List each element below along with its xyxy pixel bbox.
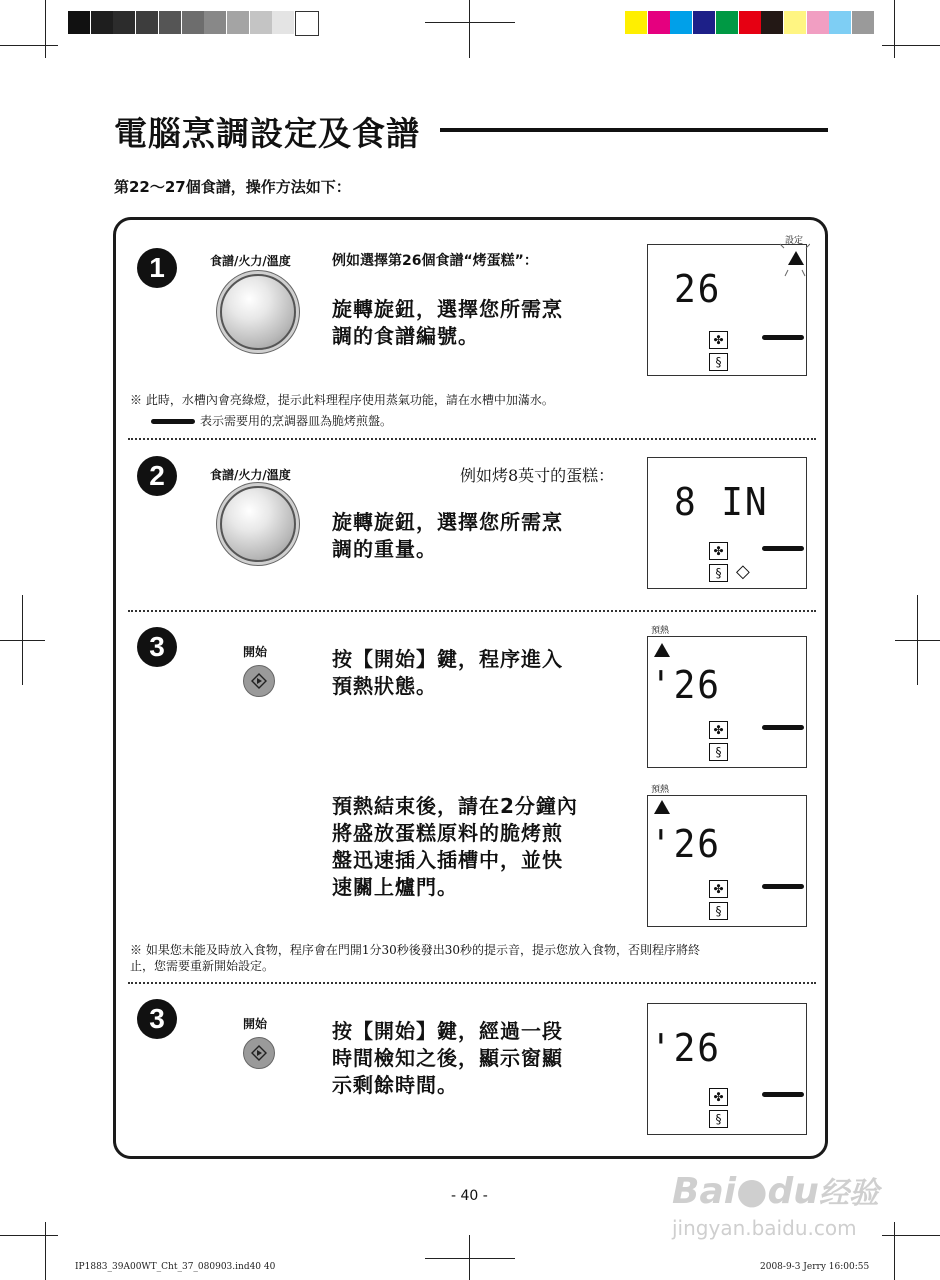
- page-number: - 40 -: [451, 1188, 488, 1204]
- crop-mark: [0, 1235, 58, 1236]
- knob-label: 食譜/火力/溫度: [210, 254, 291, 268]
- pan-icon: [762, 1092, 804, 1097]
- steam-icon: §: [709, 902, 728, 920]
- crop-mark: [894, 0, 895, 58]
- crop-mark: [45, 0, 46, 58]
- step-3-badge: 3: [137, 999, 177, 1039]
- color-swatch: [829, 11, 851, 34]
- file-info: IP1883_39A00WT_Cht_37_080903.ind40 40: [75, 1262, 276, 1272]
- divider: [128, 982, 816, 984]
- step-3b-instruction: 預熱結束後，請在2分鐘內 將盛放蛋糕原料的脆烤煎 盤迅速插入插槽中，並快 速關上爐門。: [332, 794, 578, 899]
- lcd-digits: '26: [650, 663, 721, 707]
- start-button-icon: [243, 1037, 275, 1069]
- step-3-instruction: 按【開始】鍵，程序進入 預熱狀態。: [332, 647, 563, 698]
- watermark-logo: Bai●du经验: [672, 1171, 879, 1212]
- note-steam: ※ 此時，水槽內會亮綠燈，提示此料理程序使用蒸氣功能，請在水槽中加滿水。: [130, 393, 554, 407]
- step-4-instruction: 按【開始】鍵，經過一段 時間檢知之後，顯示窗顯 示剩餘時間。: [332, 1019, 563, 1097]
- color-swatch: [693, 11, 715, 34]
- color-swatch: [739, 11, 761, 34]
- lcd-display: [647, 795, 807, 927]
- recipe-knob-icon: [220, 274, 296, 350]
- crop-mark: [895, 640, 940, 641]
- color-swatch: [68, 11, 90, 34]
- preheat-indicator-icon: [654, 643, 670, 657]
- pan-icon: [762, 884, 804, 889]
- crop-mark: [45, 1222, 46, 1280]
- crop-mark: [469, 0, 470, 58]
- color-swatch: [716, 11, 738, 34]
- fan-icon: ✤: [709, 721, 728, 739]
- start-label: 開始: [243, 645, 268, 659]
- pan-icon: [762, 546, 804, 551]
- pan-icon: [151, 419, 195, 424]
- lcd-digits: 8 IN: [674, 480, 769, 524]
- color-swatch: [227, 11, 249, 34]
- date-info: 2008-9-3 Jerry 16:00:55: [760, 1262, 870, 1272]
- color-swatch: [204, 11, 226, 34]
- paw-icon: ●: [736, 1171, 768, 1212]
- watermark-url: jingyan.baidu.com: [672, 1216, 857, 1240]
- divider: [128, 438, 816, 440]
- recipe-knob-icon: [220, 486, 296, 562]
- lcd-tag: 設定: [785, 236, 804, 246]
- start-label: 開始: [243, 1017, 268, 1031]
- lcd-digits: '26: [650, 1026, 721, 1070]
- fan-icon: ✤: [709, 880, 728, 898]
- color-swatch: [761, 11, 783, 34]
- color-swatch: [159, 11, 181, 34]
- pan-icon: [762, 725, 804, 730]
- color-swatch: [807, 11, 829, 34]
- note-timeout: ※ 如果您未能及時放入食物，程序會在門開1分30秒後發出30秒的提示音，提示您放入食物，否則程序將終 止，您需要重新開始設定。: [130, 943, 700, 973]
- lcd-display: [647, 457, 807, 589]
- color-swatch: [91, 11, 113, 34]
- crop-mark: [882, 45, 940, 46]
- lcd-tag: 預熱: [651, 785, 670, 795]
- fan-icon: ✤: [709, 542, 728, 560]
- color-swatch: [784, 11, 806, 34]
- title-rule: [440, 128, 828, 132]
- pan-icon: [762, 335, 804, 340]
- crop-mark: [894, 1222, 895, 1280]
- blink-rays-icon: [780, 238, 810, 278]
- lcd-display: [647, 1003, 807, 1135]
- lcd-tag: 預熱: [651, 626, 670, 636]
- step-1-example: 例如選擇第26個食譜“烤蛋糕”：: [332, 253, 538, 269]
- color-swatch: [625, 11, 647, 34]
- color-swatch: [852, 11, 874, 34]
- steam-icon: §: [709, 564, 728, 582]
- note-pan: 表示需要用的烹調器皿為脆烤煎盤。: [200, 414, 393, 428]
- steam-icon: §: [709, 1110, 728, 1128]
- color-swatch: [295, 11, 319, 36]
- step-2-badge: 2: [137, 456, 177, 496]
- color-swatch: [648, 11, 670, 34]
- step-1-instruction: 旋轉旋鈕，選擇您所需烹 調的食譜編號。: [332, 297, 563, 348]
- page-subtitle: 第22～27個食譜，操作方法如下：: [114, 178, 351, 196]
- page-title: 電腦烹調設定及食譜: [114, 114, 420, 153]
- lcd-digits: '26: [650, 822, 721, 866]
- crop-mark: [882, 1235, 940, 1236]
- crop-mark: [425, 1258, 515, 1259]
- color-swatch: [113, 11, 135, 34]
- start-indicator-icon: ◇: [736, 561, 750, 582]
- step-3-badge: 3: [137, 627, 177, 667]
- lcd-display: [647, 636, 807, 768]
- steam-icon: §: [709, 743, 728, 761]
- color-swatch: [182, 11, 204, 34]
- fan-icon: ✤: [709, 331, 728, 349]
- color-swatch: [136, 11, 158, 34]
- steam-icon: §: [709, 353, 728, 371]
- preheat-indicator-icon: [654, 800, 670, 814]
- color-swatch: [670, 11, 692, 34]
- step-2-example: 例如烤8英寸的蛋糕：: [460, 466, 615, 485]
- start-button-icon: [243, 665, 275, 697]
- divider: [128, 610, 816, 612]
- crop-mark: [0, 640, 45, 641]
- step-1-badge: 1: [137, 248, 177, 288]
- lcd-digits: 26: [674, 267, 722, 311]
- knob-label: 食譜/火力/溫度: [210, 468, 291, 482]
- crop-mark: [0, 45, 58, 46]
- color-swatch: [272, 11, 294, 34]
- step-2-instruction: 旋轉旋鈕，選擇您所需烹 調的重量。: [332, 510, 563, 561]
- color-swatch: [250, 11, 272, 34]
- fan-icon: ✤: [709, 1088, 728, 1106]
- crop-mark: [425, 22, 515, 23]
